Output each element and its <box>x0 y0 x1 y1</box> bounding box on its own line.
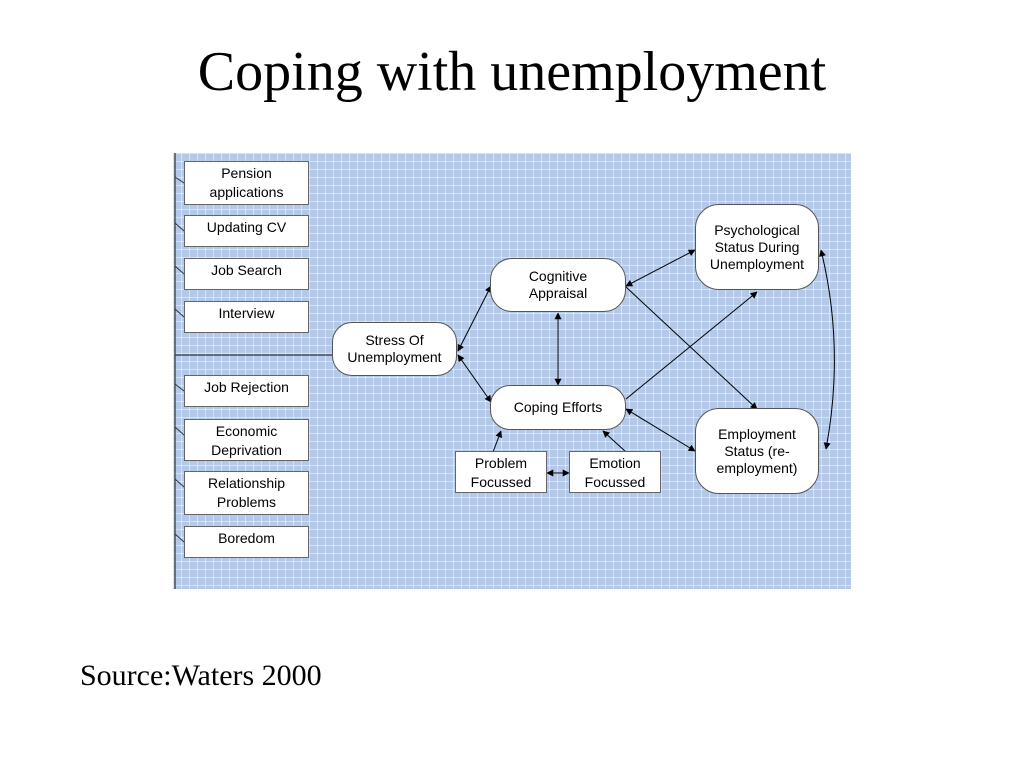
stressor-ticks <box>175 177 184 542</box>
stress-appraisal-arrow <box>458 286 491 351</box>
coping-employment-arrow <box>626 409 695 451</box>
stressor-job-rejection: Job Rejection <box>184 375 309 407</box>
problem-focussed-box: Problem Focussed <box>455 451 547 493</box>
psych-employment-curve <box>821 250 834 449</box>
coping-psych-arrow <box>626 292 757 399</box>
emotion-focussed-box: Emotion Focussed <box>569 451 661 493</box>
stressor-pension-applications: Pension applications <box>184 161 309 205</box>
emotion-coping-arrow <box>603 431 626 452</box>
source-citation: Source:Waters 2000 <box>80 659 322 692</box>
coping-diagram <box>173 153 851 589</box>
stressor-relationship-problems: Relationship Problems <box>184 471 309 515</box>
problem-coping-arrow <box>493 431 501 452</box>
appraisal-employment-arrow <box>626 287 757 409</box>
coping-efforts-node: Coping Efforts <box>490 385 626 430</box>
stressor-updating-cv: Updating CV <box>184 215 309 247</box>
slide-title: Coping with unemployment <box>197 41 827 103</box>
stress-coping-arrow <box>458 355 491 402</box>
stressor-economic-deprivation: Economic Deprivation <box>184 419 309 461</box>
stressor-interview: Interview <box>184 301 309 333</box>
appraisal-psych-arrow <box>626 250 695 286</box>
stressor-boredom: Boredom <box>184 526 309 558</box>
cognitive-appraisal-node: Cognitive Appraisal <box>490 258 626 312</box>
psychological-status-node: Psychological Status During Unemployment <box>695 204 819 290</box>
employment-status-node: Employment Status (re- employment) <box>695 408 819 494</box>
stressor-job-search: Job Search <box>184 258 309 290</box>
stress-of-unemployment-node: Stress Of Unemployment <box>332 322 457 376</box>
